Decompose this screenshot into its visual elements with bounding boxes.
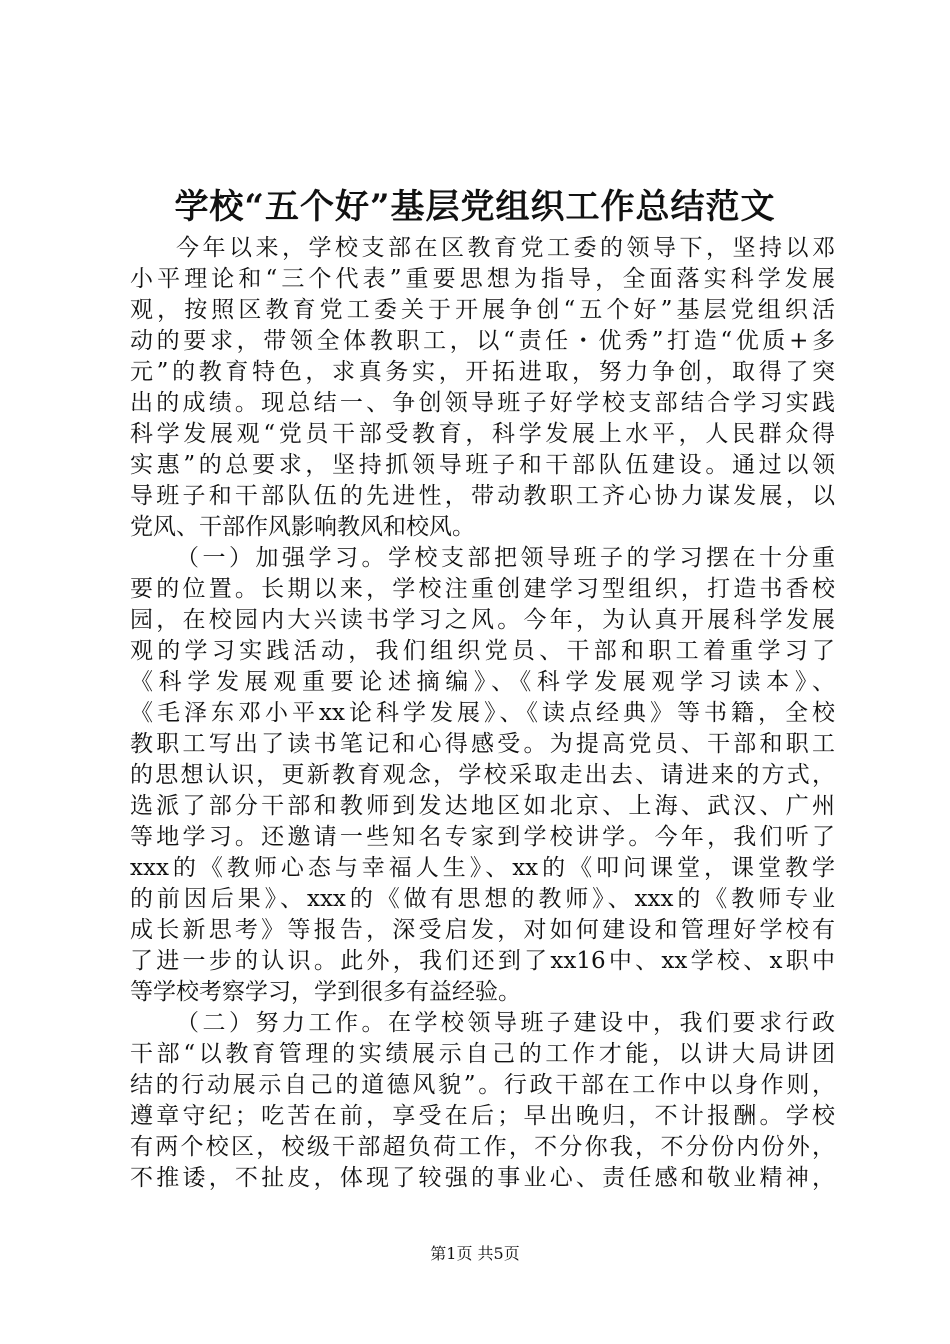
body-line: 了进一步的认识。此外，我们还到了xx16中、xx学校、x职中 xyxy=(130,948,835,974)
page-footer: 第1页 共5页 xyxy=(430,1244,520,1263)
body-line: 《毛泽东邓小平xx论科学发展》、《读点经典》等书籍，全校 xyxy=(130,700,835,726)
body-line: 党风、干部作风影响教风和校风。 xyxy=(130,514,475,540)
document-body xyxy=(130,233,835,1194)
body-line: 等学校考察学习，学到很多有益经验。 xyxy=(130,979,521,1005)
body-line: 观的学习实践活动，我们组织党员、干部和职工着重学习了 xyxy=(130,638,835,664)
body-line: 导班子和干部队伍的先进性，带动教职工齐心协力谋发展，以 xyxy=(130,483,835,509)
body-line: 成长新思考》等报告，深受启发，对如何建设和管理好学校有 xyxy=(130,917,835,943)
body-line: 有两个校区，校级干部超负荷工作，不分你我，不分份内份外， xyxy=(130,1134,835,1160)
body-line: 的思想认识，更新教育观念，学校采取走出去、请进来的方式， xyxy=(130,762,835,788)
body-line: 观，按照区教育党工委关于开展争创“五个好”基层党组织活 xyxy=(130,297,835,323)
body-line: 教职工写出了读书笔记和心得感受。为提高党员、干部和职工 xyxy=(130,731,835,757)
body-line: 出的成绩。现总结一、争创领导班子好学校支部结合学习实践 xyxy=(130,390,835,416)
document-title: 学校“五个好”基层党组织工作总结范文 xyxy=(174,187,776,227)
body-line: 元”的教育特色，求真务实，开拓进取，努力争创，取得了突 xyxy=(130,359,835,385)
body-line: （一）加强学习。学校支部把领导班子的学习摆在十分重 xyxy=(176,545,835,571)
body-line: 《科学发展观重要论述摘编》、《科学发展观学习读本》、 xyxy=(130,669,835,695)
body-line: xxx的《教师心态与幸福人生》、xx的《叩问课堂，课堂教学 xyxy=(130,855,835,881)
body-line: 选派了部分干部和教师到发达地区如北京、上海、武汉、广州 xyxy=(130,793,835,819)
body-line: 要的位置。长期以来，学校注重创建学习型组织，打造书香校 xyxy=(130,576,835,602)
body-line: 不推诿，不扯皮，体现了较强的事业心、责任感和敬业精神， xyxy=(130,1165,835,1191)
body-line: 结的行动展示自己的道德风貌”。行政干部在工作中以身作则， xyxy=(130,1072,835,1098)
body-line: 的前因后果》、xxx的《做有思想的教师》、xxx的《教师专业 xyxy=(130,886,835,912)
body-line: 今年以来，学校支部在区教育党工委的领导下，坚持以邓 xyxy=(176,235,835,261)
body-line: 等地学习。还邀请一些知名专家到学校讲学。今年，我们听了 xyxy=(130,824,835,850)
body-line: 小平理论和“三个代表”重要思想为指导，全面落实科学发展 xyxy=(130,266,835,292)
body-line: 科学发展观“党员干部受教育，科学发展上水平，人民群众得 xyxy=(130,421,835,447)
body-line: 干部“以教育管理的实绩展示自己的工作才能，以讲大局讲团 xyxy=(130,1041,835,1067)
body-line: 动的要求，带领全体教职工，以“责任・优秀”打造“优质+多 xyxy=(130,328,835,354)
body-line: 实惠”的总要求，坚持抓领导班子和干部队伍建设。通过以领 xyxy=(130,452,835,478)
body-line: 园，在校园内大兴读书学习之风。今年，为认真开展科学发展 xyxy=(130,607,835,633)
body-line: 遵章守纪；吃苦在前，享受在后；早出晚归，不计报酬。学校 xyxy=(130,1103,835,1129)
body-line: （二）努力工作。在学校领导班子建设中，我们要求行政 xyxy=(176,1010,835,1036)
